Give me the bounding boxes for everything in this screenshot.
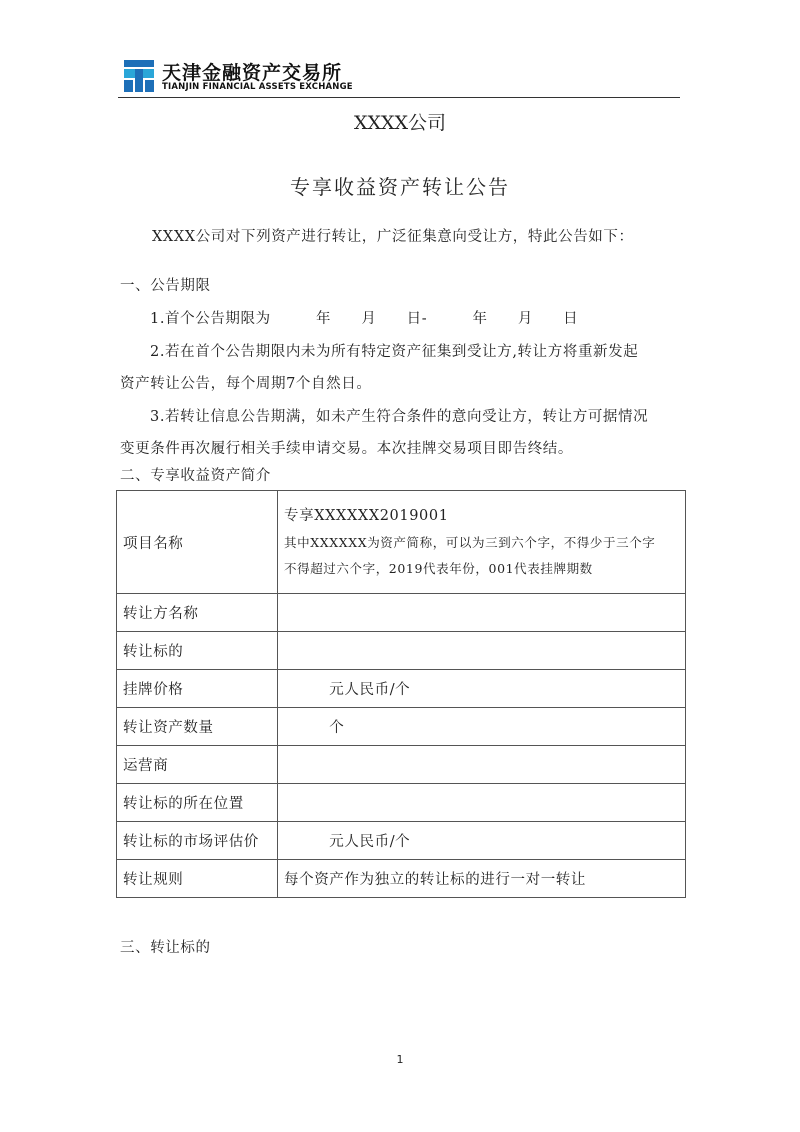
row-value xyxy=(278,594,686,632)
project-name-note-line1: 其中XXXXXX为资产简称，可以为三到六个字，不得少于三个字 xyxy=(284,535,656,550)
project-name-cell xyxy=(278,491,686,594)
intro-paragraph: XXXX公司对下列资产进行转让，广泛征集意向受让方，特此公告如下： xyxy=(152,229,634,245)
project-name-value: 专享XXXXXX2019001 xyxy=(284,508,449,524)
table-row xyxy=(117,491,686,594)
table-row xyxy=(117,822,686,860)
table-row xyxy=(117,708,686,746)
section1-heading: 一、公告期限 xyxy=(120,278,211,294)
table-row xyxy=(117,670,686,708)
table-row xyxy=(117,594,686,632)
row-label: 项目名称 xyxy=(117,491,278,594)
document-title: 专享收益资产转让公告 xyxy=(290,175,510,199)
section1-item3-line2: 变更条件再次履行相关手续申请交易。本次挂牌交易项目即告终结。 xyxy=(120,441,573,457)
row-value: 元人民币/个 xyxy=(278,670,686,708)
row-label: 转让资产数量 xyxy=(117,708,278,746)
row-value: 每个资产作为独立的转让标的进行一对一转让 xyxy=(278,860,686,898)
section1-item2-line1: 2.若在首个公告期限内未为所有特定资产征集到受让方,转让方将重新发起 xyxy=(150,344,639,360)
row-value xyxy=(278,746,686,784)
row-label: 转让标的市场评估价 xyxy=(117,822,278,860)
section1-item2-line2: 资产转让公告，每个周期7个自然日。 xyxy=(120,376,372,392)
section2-heading: 二、专享收益资产简介 xyxy=(120,468,271,484)
company-name: XXXX公司 xyxy=(353,112,447,134)
project-name-note-line2: 不得超过六个字，2019代表年份，001代表挂牌期数 xyxy=(284,561,593,576)
row-label: 转让标的 xyxy=(117,632,278,670)
exchange-logo-icon xyxy=(124,60,154,92)
row-label: 转让方名称 xyxy=(117,594,278,632)
table-row xyxy=(117,860,686,898)
section1-item3-line1: 3.若转让信息公告期满，如未产生符合条件的意向受让方，转让方可据情况 xyxy=(150,409,649,425)
page-number: 1 xyxy=(396,1053,404,1066)
row-label: 转让规则 xyxy=(117,860,278,898)
table-row xyxy=(117,784,686,822)
row-value: 元人民币/个 xyxy=(278,822,686,860)
page-header xyxy=(118,58,680,98)
row-label: 转让标的所在位置 xyxy=(117,784,278,822)
row-label: 运营商 xyxy=(117,746,278,784)
table-row xyxy=(117,746,686,784)
row-label: 挂牌价格 xyxy=(117,670,278,708)
exchange-name-cn: 天津金融资产交易所 xyxy=(162,62,343,84)
section3-heading: 三、转让标的 xyxy=(120,940,211,956)
section1-item1: 1.首个公告期限为 年 月 日- 年 月 日 xyxy=(150,311,579,327)
row-value xyxy=(278,784,686,822)
exchange-name-en: TIANJIN FINANCIAL ASSETS EXCHANGE xyxy=(162,82,353,92)
table-row xyxy=(117,632,686,670)
header-divider xyxy=(118,97,680,98)
row-value: 个 xyxy=(278,708,686,746)
asset-info-table xyxy=(116,490,686,898)
row-value xyxy=(278,632,686,670)
